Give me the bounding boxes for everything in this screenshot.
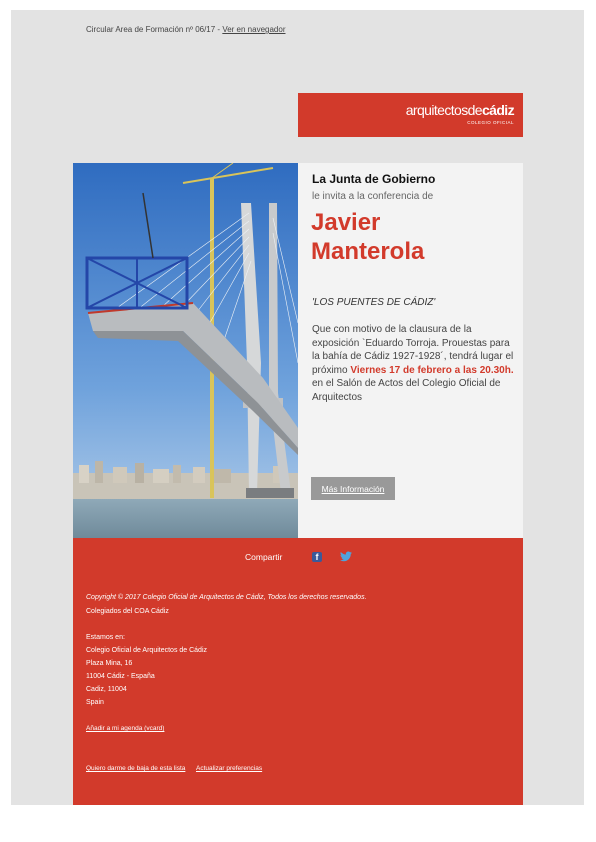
bridge-photo xyxy=(73,163,298,538)
update-preferences-link[interactable]: Actualizar preferencias xyxy=(196,765,263,772)
logo-bold-text: cádiz xyxy=(481,102,514,118)
logo-subtitle: COLEGIO OFICIAL xyxy=(467,120,514,125)
audience-text: Colegiados del COA Cádiz xyxy=(86,608,169,615)
event-description xyxy=(312,323,517,404)
logo-wordmark xyxy=(406,102,514,118)
event-date: Viernes 17 de febrero a las 20.30h. xyxy=(350,364,514,376)
facebook-icon[interactable]: f xyxy=(312,552,322,562)
conference-title: 'LOS PUENTES DE CÁDIZ' xyxy=(312,297,436,308)
preheader-text: Circular Area de Formación nº 06/17 - xyxy=(86,25,223,34)
vcard-link[interactable]: Añadir a mi agenda (vcard) xyxy=(86,725,165,732)
address-heading: Estamos en: xyxy=(86,634,125,641)
event-location: en el Salón de Actos del Colegio Oficial de Arquitectos xyxy=(312,378,501,403)
address-line: Plaza Mina, 16 xyxy=(86,660,133,667)
speaker-last-name: Manterola xyxy=(311,238,425,265)
address-line: Spain xyxy=(86,699,104,706)
view-in-browser-link[interactable]: Ver en navegador xyxy=(222,25,286,34)
speaker-name xyxy=(311,208,424,266)
footer xyxy=(73,538,523,805)
more-info-button[interactable]: Más Información xyxy=(311,477,395,500)
event-intro: Que con motivo de la clausura de la exposición `Eduardo Torroja. Prouestas para la bahía de Cádiz 1927-1928´, tendrá lugar el próximo xyxy=(312,324,514,376)
copyright-text: Copyright © 2017 Colegio Oficial de Arquitectos de Cádiz, Todos los derechos reservados. xyxy=(86,594,367,601)
address-line: Colegio Oficial de Arquitectos de Cádiz xyxy=(86,647,208,654)
address-line: Cadiz, 11004 xyxy=(86,686,127,693)
event-heading: La Junta de Gobierno xyxy=(312,172,436,186)
address-line: 11004 Cádiz - España xyxy=(86,673,155,680)
preheader xyxy=(86,25,286,34)
unsubscribe-link[interactable]: Quiero darme de baja de esta lista xyxy=(86,765,186,772)
logo-light-text: arquitectosde xyxy=(405,102,482,118)
speaker-first-name: Javier xyxy=(311,209,381,236)
share-label: Compartir xyxy=(245,552,283,562)
logo-banner[interactable] xyxy=(298,93,523,137)
twitter-icon[interactable] xyxy=(340,551,352,562)
event-panel xyxy=(298,163,523,538)
event-invite-text: le invita a la conferencia de xyxy=(312,191,434,202)
